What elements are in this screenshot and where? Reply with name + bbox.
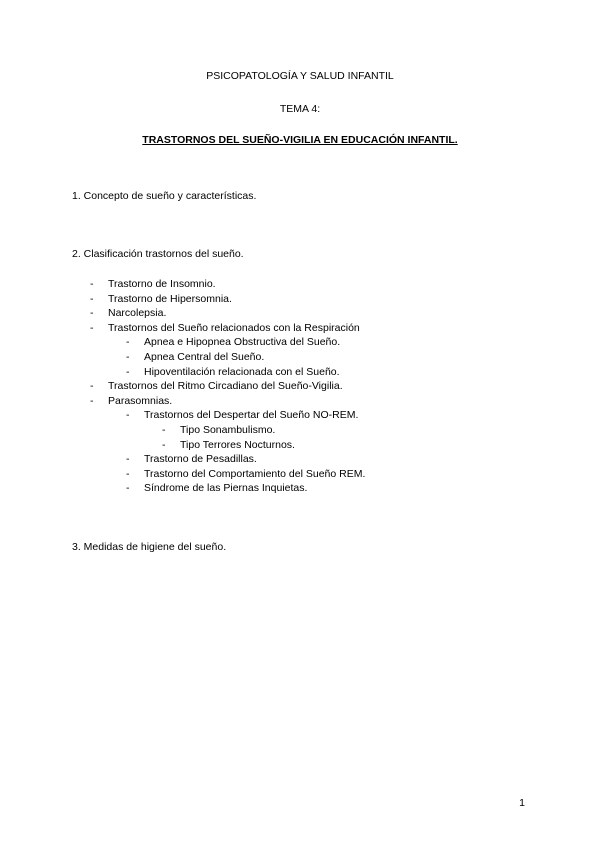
bullet-dash: - (126, 482, 130, 495)
outline-item (0, 321, 600, 336)
outline-item (0, 394, 600, 409)
outline-item-text: Hipoventilación relacionada con el Sueño. (144, 365, 340, 378)
outline-item-text: Tipo Terrores Nocturnos. (180, 438, 295, 451)
outline-item (0, 277, 600, 292)
bullet-dash: - (126, 453, 130, 466)
outline-item-text: Apnea e Hipopnea Obstructiva del Sueño. (144, 336, 341, 349)
outline-item (0, 408, 600, 423)
outline-item (0, 379, 600, 394)
section-2-heading: 2. Clasificación trastornos del sueño. (72, 248, 244, 260)
outline-item-text: Apnea Central del Sueño. (144, 350, 265, 363)
tema-heading: TEMA 4: (279, 103, 321, 115)
bullet-dash: - (90, 278, 94, 290)
outline-item (0, 423, 600, 438)
outline-item-text: Trastorno de Hipersomnia. (108, 292, 232, 305)
section-1-heading: 1. Concepto de sueño y características. (72, 190, 257, 202)
outline-item (0, 306, 600, 321)
document-title: TRASTORNOS DEL SUEÑO-VIGILIA EN EDUCACIÓN INFANTIL. (142, 134, 458, 146)
bullet-dash: - (162, 438, 166, 451)
outline-item (0, 467, 600, 482)
outline-item-text: Trastornos del Sueño relacionados con la Respiración (108, 321, 360, 334)
outline-item-text: Parasomnias. (108, 394, 173, 407)
outline-item (0, 292, 600, 307)
outline-item-text: Trastorno del Comportamiento del Sueño REM. (144, 467, 366, 480)
outline-item-text: Tipo Sonambulismo. (180, 423, 276, 436)
section-3-heading: 3. Medidas de higiene del sueño. (72, 541, 227, 553)
bullet-dash: - (90, 394, 94, 407)
bullet-dash: - (90, 307, 94, 320)
bullet-dash: - (126, 365, 130, 378)
outline-item (0, 481, 600, 496)
outline-item-text: Narcolepsia. (108, 307, 167, 320)
subject-heading: PSICOPATOLOGÍA Y SALUD INFANTIL (206, 70, 394, 82)
classification-outline (0, 277, 600, 496)
bullet-dash: - (126, 350, 130, 363)
outline-item-text: Síndrome de las Piernas Inquietas. (144, 482, 308, 495)
bullet-dash: - (126, 467, 130, 480)
outline-item-text: Trastornos del Ritmo Circadiano del Sueño-Vigilia. (108, 380, 343, 393)
bullet-dash: - (126, 409, 130, 422)
bullet-dash: - (90, 292, 94, 305)
outline-item (0, 350, 600, 365)
bullet-dash: - (90, 321, 94, 334)
outline-item (0, 452, 600, 467)
outline-item (0, 438, 600, 453)
outline-item-text: Trastorno de Pesadillas. (144, 453, 257, 466)
outline-item (0, 335, 600, 350)
bullet-dash: - (162, 423, 166, 436)
page-number: 1 (519, 797, 525, 809)
outline-item-text: Trastornos del Despertar del Sueño NO-REM. (144, 409, 359, 422)
outline-item (0, 365, 600, 380)
outline-item-text: Trastorno de Insomnio. (108, 278, 216, 290)
bullet-dash: - (126, 336, 130, 349)
bullet-dash: - (90, 380, 94, 393)
